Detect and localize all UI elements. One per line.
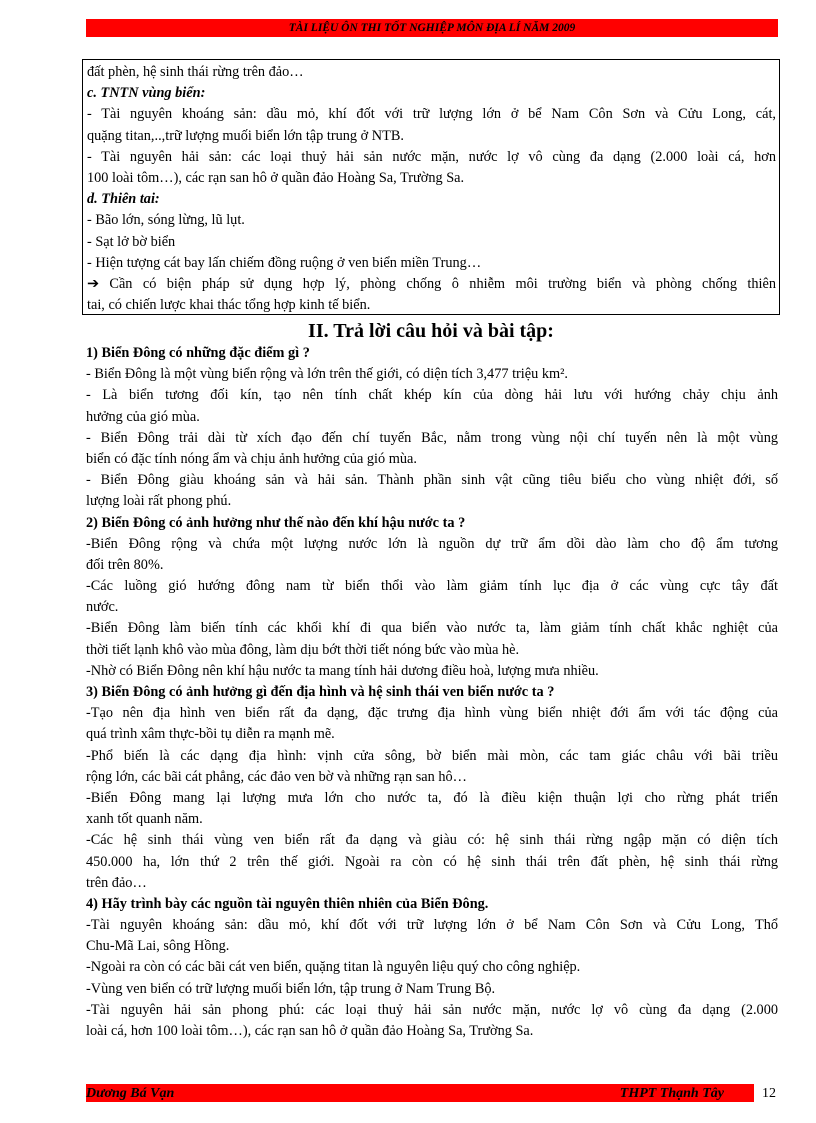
body-line: đối trên 80%. bbox=[86, 556, 164, 573]
body-line: rộng lớn, các bãi cát phẳng, các đảo ven bờ và những rạn san hô… bbox=[86, 768, 467, 785]
footer-author: Dương Bá Vạn bbox=[86, 1086, 175, 1101]
question-heading: 3) Biển Đông có ảnh hưởng gì đến địa hình và hệ sinh thái ven biển nước ta ? bbox=[86, 684, 555, 700]
summary-box bbox=[82, 59, 780, 315]
box-subheading: c. TNTN vùng biển: bbox=[87, 85, 206, 102]
box-line: ➔ Cần có biện pháp sử dụng hợp lý, phòng chống ô nhiễm môi trường biển và phòng chống thiên bbox=[87, 275, 776, 292]
body-line: -Các luồng gió hướng đông nam từ biển thổi vào làm giảm tính lục địa ở các vùng cực tây đất bbox=[86, 578, 778, 595]
header-bar bbox=[86, 19, 778, 37]
box-subheading: d. Thiên tai: bbox=[87, 191, 160, 208]
box-line: - Bão lớn, sóng lừng, lũ lụt. bbox=[87, 212, 245, 229]
page-number: 12 bbox=[762, 1086, 776, 1101]
body-line: -Biển Đông rộng và chứa một lượng nước lớn là nguồn dự trữ ẩm dồi dào làm cho độ ẩm tương bbox=[86, 535, 778, 552]
header-title: TÀI LIỆU ÔN THI TỐT NGHIỆP MÔN ĐỊA LÍ NĂM 2009 bbox=[288, 22, 576, 34]
body-line: hưởng của gió mùa. bbox=[86, 408, 200, 425]
box-line: 100 loài tôm…), các rạn san hô ở quần đảo Hoàng Sa, Trường Sa. bbox=[87, 169, 465, 186]
body-line: - Biển Đông trải dài từ xích đạo đến chí tuyến Bắc, nằm trong vùng nội chí tuyến nên là một vùng bbox=[86, 429, 778, 446]
body-line: - Là biển tương đối kín, tạo nên tính chất khép kín của dòng hải lưu với hướng chảy chịu ảnh bbox=[86, 387, 778, 404]
box-line: - Hiện tượng cát bay lấn chiếm đồng ruộng ở ven biển miền Trung… bbox=[87, 254, 482, 271]
footer-school: THPT Thạnh Tây bbox=[619, 1086, 724, 1101]
body-line: xanh tốt quanh năm. bbox=[86, 811, 203, 828]
body-line: lượng loài rất phong phú. bbox=[86, 493, 232, 510]
body-line: -Tạo nên địa hình ven biển rất đa dạng, đặc trưng địa hình vùng biển nhiệt đới ẩm với tác động của bbox=[86, 705, 778, 722]
body-line: -Biển Đông mang lại lượng mưa lớn cho nước ta, đó là điều kiện thuận lợi cho rừng phát triển bbox=[86, 789, 778, 806]
box-line: quặng titan,..,trữ lượng muối biển lớn tập trung ở NTB. bbox=[87, 127, 404, 144]
qa-body bbox=[86, 343, 778, 1042]
body-line: biển có đặc tính nóng ẩm và chịu ảnh hưởng của gió mùa. bbox=[86, 450, 417, 467]
box-line: - Tài nguyên hải sản: các loại thuỷ hải sản nước mặn, nước lợ vô cùng đa dạng (2.000 loài cá, hơn bbox=[87, 148, 776, 165]
body-line: loài cá, hơn 100 loài tôm…), các rạn san hô ở quần đảo Hoàng Sa, Trường Sa. bbox=[86, 1023, 534, 1039]
box-line: tai, có chiến lược khai thác tổng hợp kinh tế biển. bbox=[87, 297, 371, 314]
box-line: - Sạt lở bờ biển bbox=[87, 233, 176, 250]
body-line: thời tiết lạnh khô vào mùa đông, làm dịu bớt thời tiết nóng bức vào mùa hè. bbox=[86, 641, 520, 658]
body-line: -Nhờ có Biển Đông nên khí hậu nước ta mang tính hải dương điều hoà, lượng mưa nhiều. bbox=[86, 662, 599, 679]
box-line: đất phèn, hệ sinh thái rừng trên đảo… bbox=[87, 64, 304, 80]
body-line: - Biển Đông giàu khoáng sản và hải sản. Thành phần sinh vật cũng tiêu biểu cho vùng nhiệt đới, số bbox=[86, 472, 778, 489]
body-line: -Các hệ sinh thái vùng ven biển rất đa dạng và giàu có: hệ sinh thái rừng ngập mặn có diện tích bbox=[86, 832, 778, 849]
question-heading: 1) Biển Đông có những đặc điểm gì ? bbox=[86, 345, 310, 361]
body-line: nước. bbox=[86, 599, 119, 616]
body-line: -Tài nguyên hải sản phong phú: các loại thuỷ hải sản nước mặn, nước lợ vô cùng đa dạng (2.000 bbox=[86, 1001, 778, 1018]
body-line: -Tài nguyên khoáng sản: dầu mỏ, khí đốt với trữ lượng lớn ở bể Nam Côn Sơn và Cửu Long, Thổ bbox=[86, 917, 778, 934]
body-line: trên đảo… bbox=[86, 874, 147, 891]
body-line: -Ngoài ra còn có các bãi cát ven biển, quặng titan là nguyên liệu quý cho công nghiệp. bbox=[86, 959, 581, 976]
section-title: II. Trả lời câu hỏi và bài tập: bbox=[308, 320, 554, 342]
body-line: 450.000 ha, lớn thứ 2 trên thế giới. Ngoài ra còn có hệ sinh thái trên đất phèn, hệ sinh thái rừng bbox=[86, 853, 778, 870]
body-line: quá trình xâm thực-bồi tụ diễn ra mạnh mẽ. bbox=[86, 726, 335, 743]
body-line: -Phổ biến là các dạng địa hình: vịnh cửa sông, bờ biển mài mòn, các tam giác châu với bãi triều bbox=[86, 747, 778, 764]
question-heading: 2) Biển Đông có ảnh hưởng như thế nào đến khí hậu nước ta ? bbox=[86, 514, 466, 531]
question-heading: 4) Hãy trình bày các nguồn tài nguyên thiên nhiên của Biển Đông. bbox=[86, 895, 489, 912]
body-line: -Vùng ven biển có trữ lượng muối biển lớn, tập trung ở Nam Trung Bộ. bbox=[86, 980, 496, 997]
footer-bar bbox=[86, 1084, 754, 1102]
body-line: Chu-Mã Lai, sông Hồng. bbox=[86, 938, 230, 955]
box-line: - Tài nguyên khoáng sản: dầu mỏ, khí đốt với trữ lượng lớn ở bể Nam Côn Sơn và Cửu Long, cát, bbox=[87, 106, 776, 123]
body-line: - Biển Đông là một vùng biển rộng và lớn trên thế giới, có diện tích 3,477 triệu km². bbox=[86, 366, 568, 383]
body-line: -Biển Đông làm biến tính các khối khí đi qua biển vào nước ta, làm giảm tính chất khắc nghiệt của bbox=[86, 620, 778, 637]
